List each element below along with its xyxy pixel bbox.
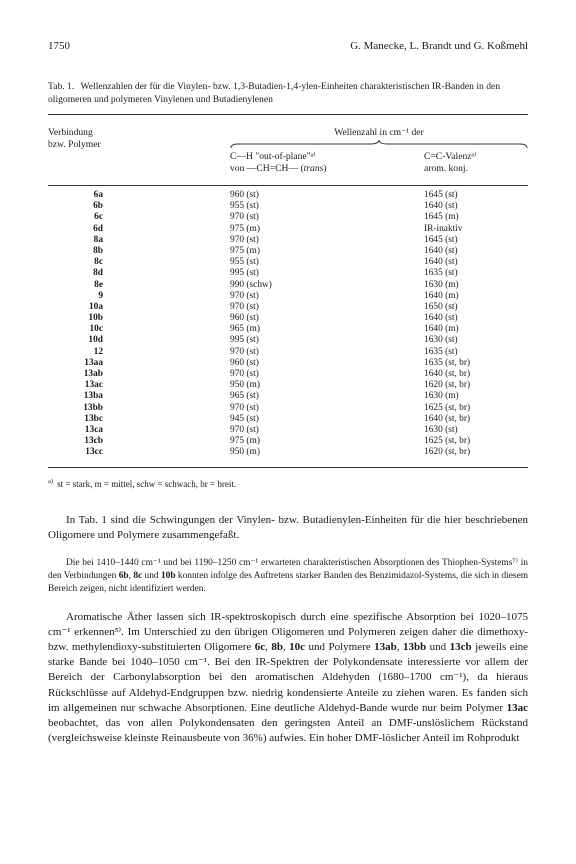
wavenumber-cell: 990 (schw)	[230, 279, 272, 290]
table-body	[48, 190, 528, 459]
compound-cell: 9	[98, 290, 103, 301]
table-row	[48, 380, 528, 391]
column-header-cc-valenz: C=C-Valenzᵃ⁾ arom. konj.	[424, 151, 477, 174]
footnote-text: st = stark, m = mittel, schw = schwach, br = breit.	[57, 478, 237, 489]
compound-cell: 13cc	[85, 447, 103, 458]
footnote-mark: a)	[48, 477, 54, 485]
compound-cell: 8e	[94, 279, 103, 290]
running-authors: G. Manecke, L. Brandt und G. Koßmehl	[350, 40, 528, 52]
valenz-cell: IR-inaktiv	[424, 223, 463, 234]
valenz-cell: 1645 (st)	[424, 234, 458, 245]
wavenumber-cell: 970 (st)	[230, 369, 259, 379]
valenz-cell: 1640 (m)	[424, 290, 459, 301]
valenz-cell: 1625 (st, br)	[424, 436, 471, 447]
valenz-cell: 1630 (m)	[424, 391, 459, 402]
valenz-cell: 1640 (st, br)	[424, 413, 471, 424]
wavenumber-cell: 945 (st)	[230, 413, 259, 424]
compound-cell: 6a	[93, 190, 103, 200]
table-row	[48, 313, 528, 324]
valenz-cell: 1650 (st)	[424, 301, 458, 312]
compound-cell: 6c	[94, 212, 103, 223]
valenz-cell: 1630 (st)	[424, 335, 458, 346]
compound-cell: 13ab	[83, 369, 103, 379]
column-header-ch-out-of-plane: C—H "out-of-plane"ᵃ⁾ von —CH=CH— (trans)	[230, 151, 327, 174]
valenz-cell: 1635 (st)	[424, 268, 458, 279]
compound-cell: 10a	[88, 301, 103, 312]
wavenumber-cell: 970 (st)	[230, 301, 259, 312]
table-row	[48, 358, 528, 369]
table-row	[48, 447, 528, 458]
table-row	[48, 369, 528, 380]
table-row	[48, 212, 528, 223]
running-header	[48, 40, 528, 54]
compound-cell: 13bb	[83, 402, 103, 413]
wavenumber-cell: 955 (st)	[230, 257, 259, 268]
wavenumber-cell: 965 (st)	[230, 391, 259, 402]
table-bottom-rule	[48, 467, 528, 468]
table-row	[48, 190, 528, 201]
table-label: Tab. 1.	[48, 81, 75, 92]
wavenumber-cell: 965 (m)	[230, 324, 260, 335]
valenz-cell: 1620 (st, br)	[424, 447, 471, 458]
wavenumber-cell: 995 (st)	[230, 335, 259, 346]
compound-cell: 10b	[88, 313, 103, 324]
table-footnote	[48, 478, 528, 489]
compound-cell: 8b	[93, 245, 103, 256]
table-row	[48, 391, 528, 402]
table-row	[48, 280, 528, 291]
wavenumber-cell: 970 (st)	[230, 346, 259, 357]
table-row	[48, 347, 528, 358]
compound-cell: 6d	[93, 223, 103, 234]
compound-cell: 13ba	[83, 391, 103, 402]
table-row	[48, 246, 528, 257]
valenz-cell: 1645 (st)	[424, 190, 458, 200]
table-row	[48, 324, 528, 335]
table-row	[48, 257, 528, 268]
table-row	[48, 302, 528, 313]
valenz-cell: 1640 (st)	[424, 245, 458, 256]
journal-page	[48, 40, 528, 757]
compound-cell: 12	[93, 346, 103, 357]
wavenumber-cell: 950 (m)	[230, 380, 260, 391]
table-row	[48, 335, 528, 346]
page-number: 1750	[48, 40, 70, 52]
wavenumber-cell: 995 (st)	[230, 268, 259, 279]
valenz-cell: 1645 (m)	[424, 212, 459, 223]
wavenumber-cell: 960 (st)	[230, 313, 259, 324]
table-row	[48, 235, 528, 246]
valenz-cell: 1630 (st)	[424, 424, 458, 435]
table-top-rule	[48, 114, 528, 115]
compound-cell: 8d	[93, 268, 103, 279]
paragraph-3: Aromatische Äther lassen sich IR-spektroskopisch durch eine spezifische Absorption bei 1020–1075 cm⁻¹ erkennen⁵⁾. Im Unterschied zu den übrigen Oligomeren und Polymeren zeigen daher die dimethoxy- bzw. methylendioxy-substituierten Oligomere 6c, 8b, 10c und Polymere 13ab, 13bb und 13cb jeweils eine starke Bande bei 1040–1050 cm⁻¹. Bei den IR-Spektren der Polykondensate interessierte vor allem der Bereich der Carbonylabsorption bei den aromatischen Aldehyden (1680–1700 cm⁻¹), da hieraus Rückschlüsse auf Aldehyd-Endgruppen bzw. niedrig kondensierte Anteile zu ziehen waren. Es fanden sich im allgemeinen nur schwache Absorptionen. Eine deutliche Aldehyd-Bande wurde nur beim Polymer 13ac beobachtet, das von allen Polykondensaten den geringsten Anteil an DMF-unslöslichem Rückstand (vergleichsweise kleinste Reinausbeute von 36%) aufwies. Ein hoher DMF-löslicher Anteil im Rohprodukt	[48, 610, 529, 745]
table-row	[48, 268, 528, 279]
table-row	[48, 291, 528, 302]
wavenumber-cell: 950 (m)	[230, 447, 260, 458]
compound-cell: 13ac	[84, 380, 103, 391]
compound-cell: 13cb	[84, 436, 103, 447]
paragraph-2: Die bei 1410–1440 cm⁻¹ und bei 1190–1250 cm⁻¹ erwarteten charakteristischen Absorptionen des Thiophen-Systems⁷⁾ in den Verbindungen 6b, 8c und 10b konnten infolge des Auftretens starker Banden des Benzimidazol-Systems, die sich in diesem Bereich zeigen, nicht identifiziert werden.	[48, 557, 529, 594]
column-header-wavenumber-span: Wellenzahl in cm⁻¹ der	[334, 127, 424, 138]
paragraph-1: In Tab. 1 sind die Schwingungen der Vinylen- bzw. Butadienylen-Einheiten für die hier beschriebenen Oligomere und Polymere zusammengefaßt.	[48, 513, 528, 541]
wavenumber-cell: 975 (m)	[230, 223, 260, 234]
table-caption-text: Wellenzahlen der für die Vinylen- bzw. 1,3-Butadien-1,4-ylen-Einheiten charakteristischen IR-Banden in den oligomeren und polymeren Vinylenen und Butadienylenen	[48, 81, 501, 105]
table-row	[48, 436, 528, 447]
compound-cell: 10d	[88, 335, 103, 346]
valenz-cell: 1640 (st, br)	[424, 369, 471, 379]
wavenumber-cell: 970 (st)	[230, 424, 259, 435]
valenz-cell: 1625 (st, br)	[424, 402, 471, 413]
table-row	[48, 425, 528, 436]
valenz-cell: 1640 (st)	[424, 201, 458, 212]
table-header	[48, 123, 528, 185]
valenz-cell: 1635 (st)	[424, 346, 458, 357]
table-caption	[48, 80, 528, 106]
wavenumber-cell: 960 (st)	[230, 357, 259, 368]
wavenumber-cell: 960 (st)	[230, 190, 259, 200]
compound-cell: 8c	[94, 257, 103, 268]
compound-cell: 8a	[93, 234, 103, 245]
wavenumber-cell: 975 (m)	[230, 245, 260, 256]
compound-cell: 10c	[89, 324, 103, 335]
wavenumber-cell: 970 (st)	[230, 212, 259, 223]
compound-cell: 13bc	[84, 413, 103, 424]
table-row	[48, 403, 528, 414]
valenz-cell: 1640 (st)	[424, 313, 458, 324]
column-header-compound: Verbindung bzw. Polymer	[48, 127, 101, 150]
wavenumber-cell: 970 (st)	[230, 234, 259, 245]
valenz-cell: 1640 (st)	[424, 257, 458, 268]
wavenumber-cell: 975 (m)	[230, 436, 260, 447]
wavenumber-cell: 970 (st)	[230, 290, 259, 301]
valenz-cell: 1630 (m)	[424, 279, 459, 290]
valenz-cell: 1620 (st, br)	[424, 380, 471, 391]
table-row	[48, 201, 528, 212]
compound-cell: 6b	[93, 201, 103, 212]
valenz-cell: 1635 (st, br)	[424, 357, 471, 368]
wavenumber-cell: 970 (st)	[230, 402, 259, 413]
header-brace	[230, 139, 528, 149]
table-header-rule	[48, 185, 528, 186]
wavenumber-cell: 955 (st)	[230, 201, 259, 212]
table-row	[48, 224, 528, 235]
table-row	[48, 414, 528, 425]
compound-cell: 13ca	[84, 424, 103, 435]
valenz-cell: 1640 (m)	[424, 324, 459, 335]
compound-cell: 13aa	[84, 357, 103, 368]
